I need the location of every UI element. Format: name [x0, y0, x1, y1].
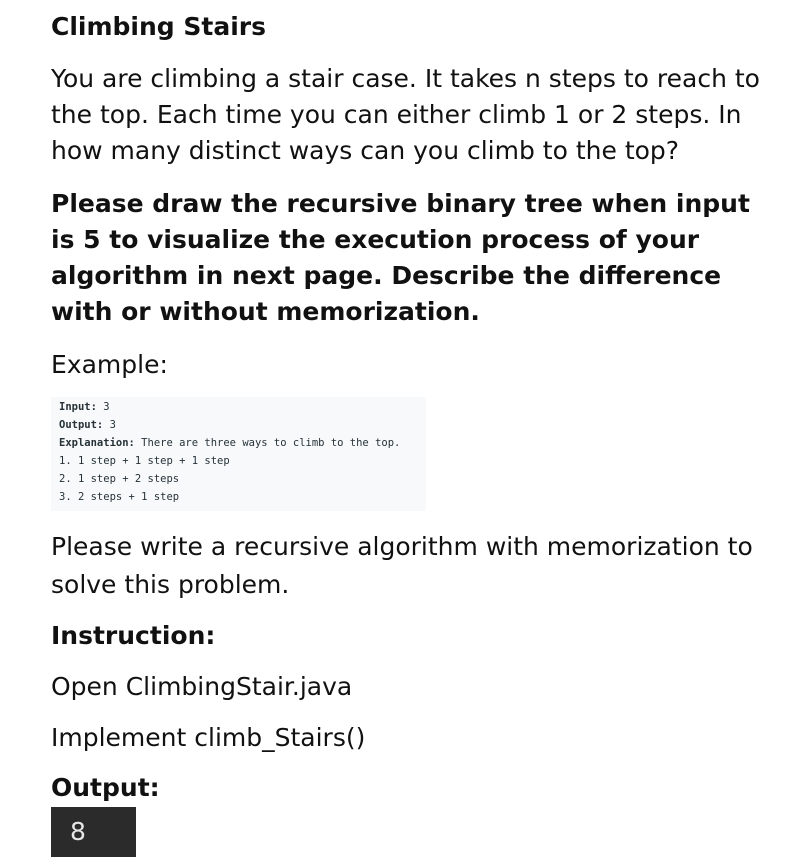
example-label: Example: — [51, 350, 168, 379]
output-label: Output: — [59, 419, 104, 431]
console-output-value: 8 — [70, 817, 86, 846]
example-output-line — [59, 416, 426, 434]
example-way-1: 1. 1 step + 1 step + 1 step — [59, 455, 230, 467]
example-way-2: 2. 1 step + 2 steps — [59, 473, 180, 485]
explanation-label: Explanation: — [59, 437, 135, 449]
instruction-heading: Instruction: — [51, 621, 216, 650]
console-output — [51, 807, 136, 857]
output-heading: Output: — [51, 773, 160, 802]
example-code-block — [51, 397, 426, 511]
input-value: 3 — [96, 401, 110, 413]
explanation-text: There are three ways to climb to the top. — [134, 437, 401, 449]
example-input-line — [59, 398, 426, 416]
write-prompt: Please write a recursive algorithm with memorization to solve this problem. — [51, 532, 753, 599]
problem-description: You are climbing a stair case. It takes n steps to reach to the top. Each time you can either climb 1 or 2 steps. In how many distinct ways can you climb to the top? — [51, 64, 760, 165]
problem-title: Climbing Stairs — [51, 12, 267, 41]
instruction-open-file: Open ClimbingStair.java — [51, 672, 353, 701]
input-label: Input: — [59, 401, 97, 413]
task-description: Please draw the recursive binary tree when input is 5 to visualize the execution process of your algorithm in next page. Describe the difference with or without memorization. — [51, 189, 750, 326]
instruction-implement: Implement climb_Stairs() — [51, 723, 366, 752]
output-value: 3 — [103, 419, 116, 431]
example-way-3: 3. 2 steps + 1 step — [59, 491, 180, 503]
example-explanation-line — [59, 434, 426, 452]
